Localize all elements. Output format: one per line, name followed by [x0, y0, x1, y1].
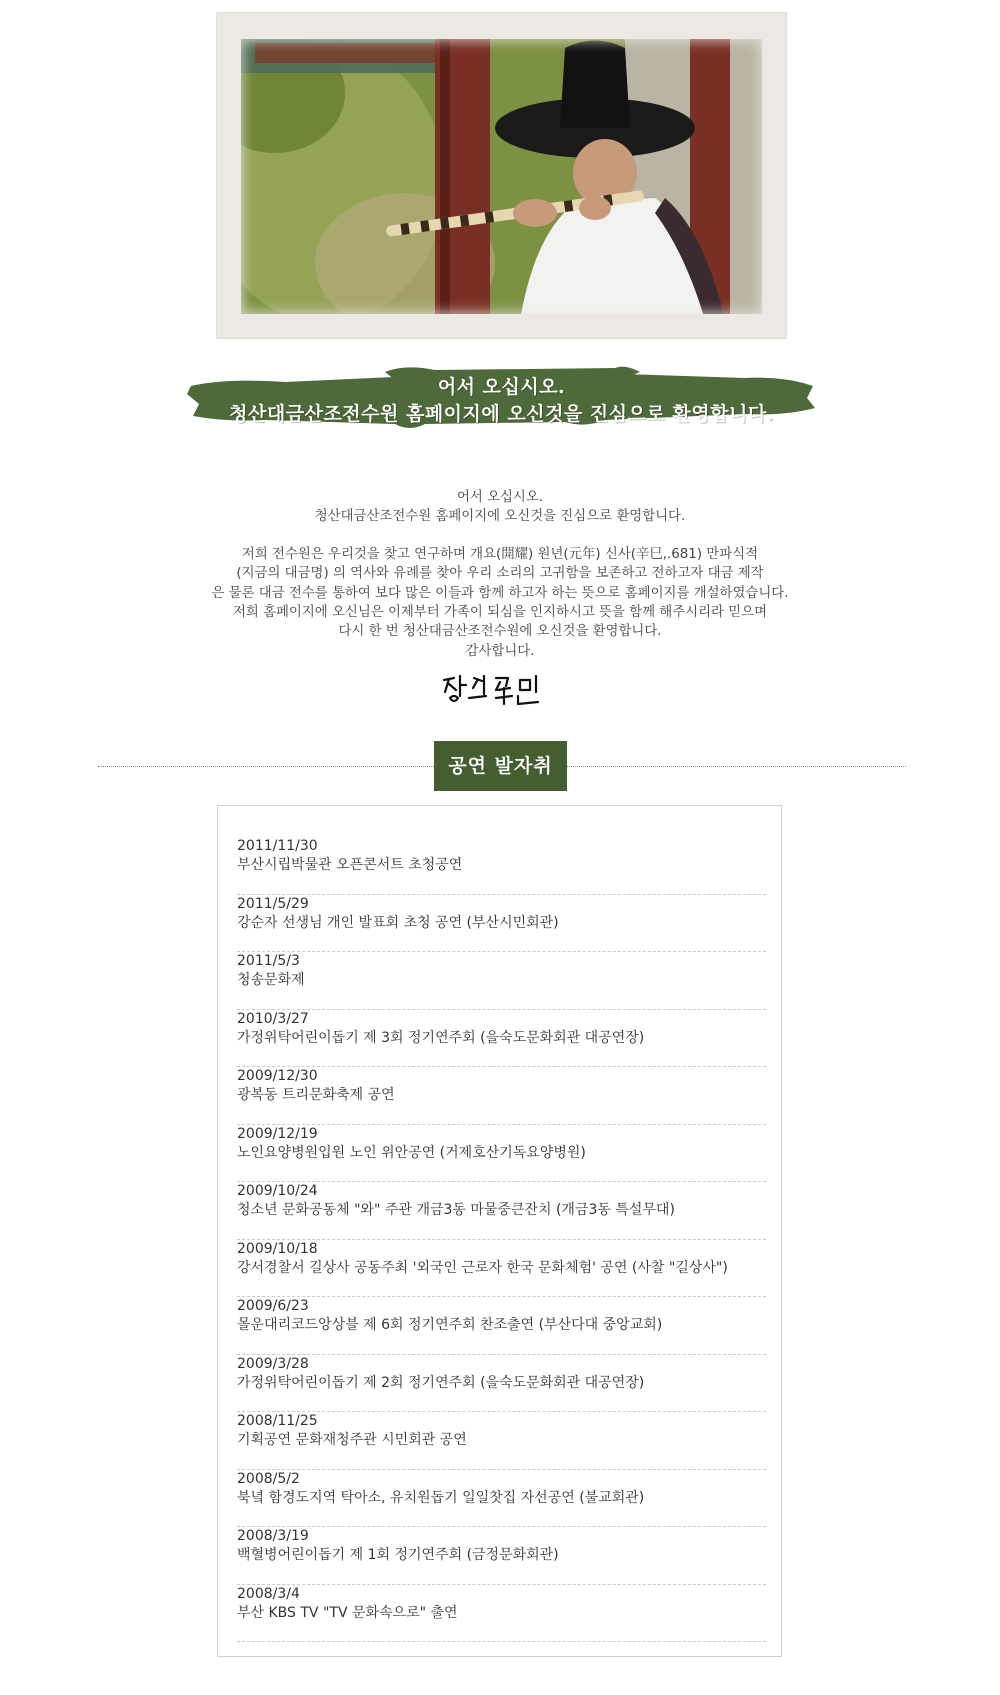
performance-list: [237, 837, 766, 1642]
performance-title: 광복동 트리문화축제 공연: [237, 1087, 395, 1103]
greeting-line: 청산대금산조전수원 홈페이지에 오신것을 진심으로 환영합니다.: [314, 509, 686, 525]
performance-title: 기획공연 문화재청주관 시민회관 공연: [237, 1432, 467, 1448]
greeting-line: 저희 전수원은 우리것을 찾고 연구하며 개요(開耀) 원년(元年) 신사(辛巳,.681) 만파식적: [241, 546, 759, 562]
performance-title: 청송문화제: [237, 972, 305, 988]
performance-item: [237, 1182, 766, 1240]
performance-title: 부산시립박물관 오픈콘서트 초청공연: [237, 857, 463, 873]
greeting-line: 다시 한 번 청산대금산조전수원에 오신것을 환영합니다.: [338, 624, 662, 640]
banner-line-2: 청산대금산조전수원 홈페이지에 오신것을 진심으로 환영합니다.: [229, 403, 774, 425]
performance-item: [237, 1240, 766, 1298]
hero-photo-illustration: [235, 33, 768, 320]
performance-date: 2008/11/25: [237, 1413, 318, 1429]
performance-date: 2009/12/30: [237, 1068, 318, 1084]
performance-date: 2009/3/28: [237, 1355, 309, 1372]
performance-item: [237, 1585, 766, 1643]
greeting-line: 감사합니다.: [465, 643, 535, 659]
performance-title: 백혈병어린이돕기 제 1회 정기연주회 (금정문화회관): [237, 1547, 559, 1563]
performance-list-box: [217, 805, 782, 1657]
performance-title: 강순자 선생님 개인 발표회 초청 공연 (부산시민회관): [237, 914, 559, 931]
performance-date: 2008/5/2: [237, 1470, 300, 1487]
performance-item: [237, 1067, 766, 1125]
performance-title: 부산 KBS TV "TV 문화속으로" 출연: [237, 1604, 458, 1621]
performance-item: [237, 952, 766, 1010]
performance-item: [237, 1412, 766, 1470]
greeting-line: 어서 오십시오.: [456, 490, 544, 505]
banner-line-1: 어서 오십시오.: [437, 376, 566, 398]
performance-item: [237, 1355, 766, 1413]
greeting-line: (지금의 대금명) 의 역사와 유례를 찾아 우리 소리의 고귀함을 보존하고 전하고자 대금 제작: [236, 566, 764, 582]
performance-item: [237, 1527, 766, 1585]
welcome-banner: [185, 364, 818, 436]
hero-photo-frame: [217, 13, 786, 338]
performance-item: [237, 1010, 766, 1068]
signature-handwriting: [440, 672, 560, 708]
performance-title: 강서경찰서 길상사 공동주최 '외국인 근로자 한국 문화체험' 공연 (사찰 "길상사"): [237, 1259, 728, 1276]
performance-item: [237, 1297, 766, 1355]
performance-item: [237, 837, 766, 895]
section-title: 공연 발자취: [434, 741, 567, 791]
signature: [440, 672, 560, 708]
performance-title: 몰운대리코드앙상블 제 6회 정기연주회 찬조출연 (부산다대 중앙교회): [237, 1317, 663, 1333]
performance-title: 가정위탁어린이돕기 제 2회 정기연주회 (을숙도문화회관 대공연장): [237, 1374, 645, 1391]
performance-date: 2011/5/29: [237, 895, 309, 912]
performance-item: [237, 1470, 766, 1528]
performance-title: 청소년 문화공동체 "와" 주관 개금3동 마물중큰잔치 (개금3동 특설무대): [237, 1202, 675, 1218]
greeting-line: 은 물론 대금 전수를 통하여 보다 많은 이들과 함께 하고자 하는 뜻으로 홈페이지를 개설하였습니다.: [211, 585, 789, 601]
performance-date: 2008/3/4: [237, 1585, 300, 1602]
performance-item: [237, 895, 766, 953]
performance-title: 노인요양병원입원 노인 위안공연 (거제호산기독요양병원): [237, 1144, 586, 1161]
greeting-line: 저희 홈페이지에 오신님은 이제부터 가족이 되심을 인지하시고 뜻을 함께 해주시리라 믿으며: [232, 605, 768, 621]
greeting-message: [150, 488, 850, 661]
performance-date: 2011/5/3: [237, 953, 300, 969]
hero-photo-daegeum-player: [235, 33, 768, 320]
performance-date: 2011/11/30: [237, 838, 318, 854]
performance-date: 2009/12/19: [237, 1125, 318, 1142]
performance-date: 2009/6/23: [237, 1298, 309, 1314]
performance-title: 가정위탁어린이돕기 제 3회 정기연주회 (을숙도문화회관 대공연장): [237, 1029, 645, 1046]
performance-date: 2009/10/18: [237, 1240, 318, 1257]
performance-date: 2009/10/24: [237, 1183, 318, 1199]
performance-title: 북녘 함경도지역 탁아소, 유치원돕기 일일찻집 자선공연 (불교회관): [237, 1489, 645, 1506]
performance-date: 2010/3/27: [237, 1010, 309, 1027]
performance-item: [237, 1125, 766, 1183]
performance-date: 2008/3/19: [237, 1528, 309, 1544]
